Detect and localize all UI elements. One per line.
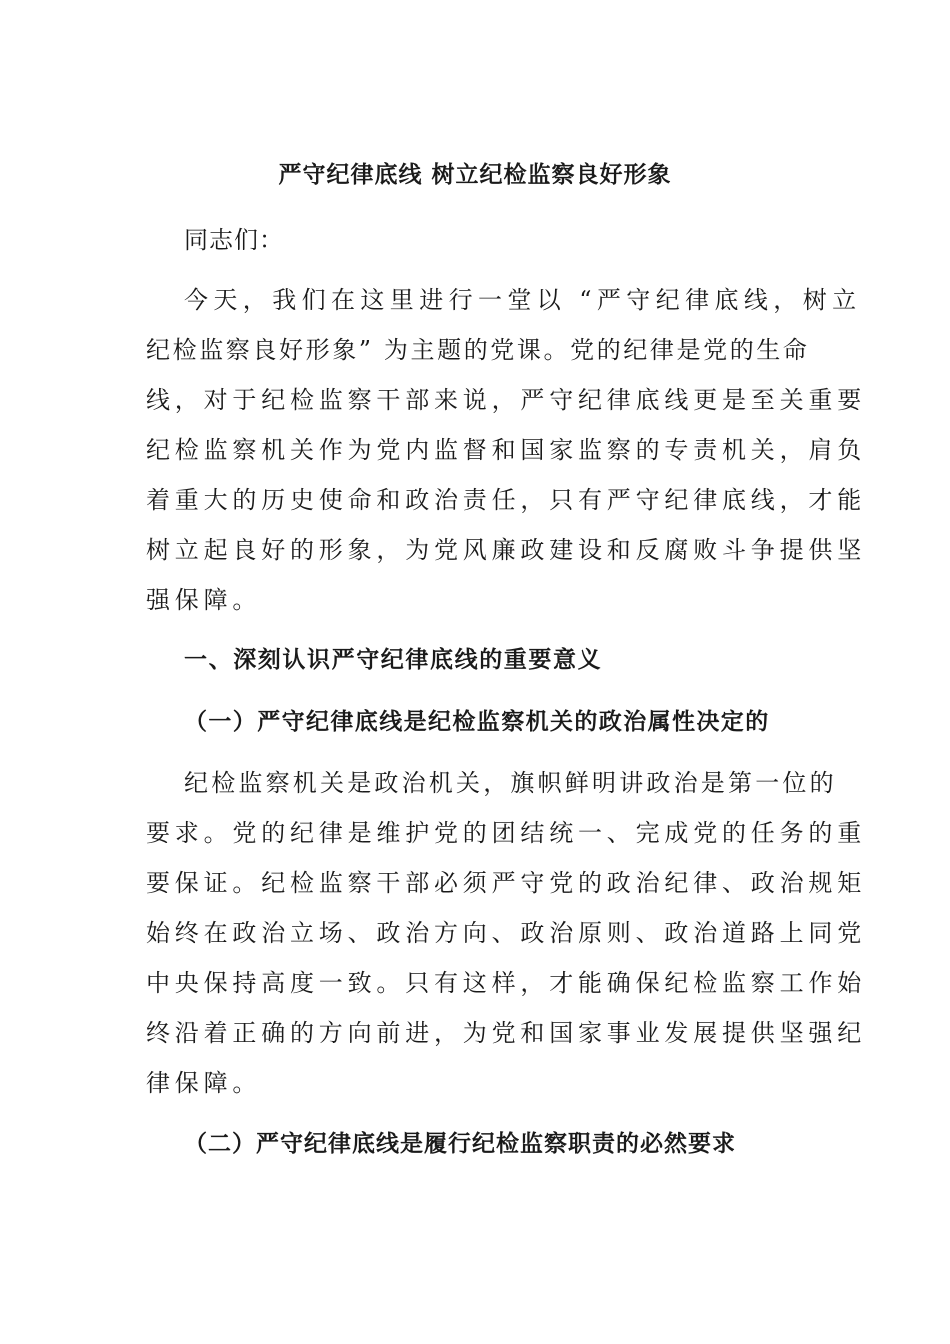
document-title: 严守纪律底线 树立纪检监察良好形象	[278, 162, 672, 188]
subsection1-line-2: 要求。党的纪律是维护党的团结统一、完成党的任务的重	[146, 819, 866, 847]
intro-line-4: 纪检监察机关作为党内监督和国家监察的专责机关，肩负	[146, 436, 866, 464]
salutation: 同志们：	[184, 226, 284, 254]
subsection1-line-6: 终沿着正确的方向前进，为党和国家事业发展提供坚强纪	[146, 1019, 866, 1047]
intro-line-7: 强保障。	[146, 586, 262, 614]
intro-line-5: 着重大的历史使命和政治责任，只有严守纪律底线，才能	[146, 486, 866, 514]
intro-line-2: 纪检监察良好形象” 为主题的党课。党的纪律是党的生命	[146, 336, 810, 364]
subsection1-line-7: 律保障。	[146, 1069, 262, 1097]
subsection-heading-1: （一）严守纪律底线是纪检监察机关的政治属性决定的	[184, 709, 770, 735]
subsection1-line-1: 纪检监察机关是政治机关，旗帜鲜明讲政治是第一位的	[184, 769, 837, 797]
subsection-heading-2: （二）严守纪律底线是履行纪检监察职责的必然要求	[184, 1131, 736, 1157]
subsection1-line-3: 要保证。纪检监察干部必须严守党的政治纪律、政治规矩	[146, 869, 866, 897]
intro-line-6: 树立起良好的形象，为党风廉政建设和反腐败斗争提供坚	[146, 536, 866, 564]
intro-line-1: 今天，我们在这里进行一堂以 “严守纪律底线，树立	[184, 286, 862, 314]
section-heading-1: 一、深刻认识严守纪律底线的重要意义	[184, 647, 603, 673]
subsection1-line-4: 始终在政治立场、政治方向、政治原则、政治道路上同党	[146, 919, 866, 947]
intro-line-3: 线，对于纪检监察干部来说，严守纪律底线更是至关重要	[146, 386, 866, 414]
subsection1-line-5: 中央保持高度一致。只有这样，才能确保纪检监察工作始	[146, 969, 866, 997]
